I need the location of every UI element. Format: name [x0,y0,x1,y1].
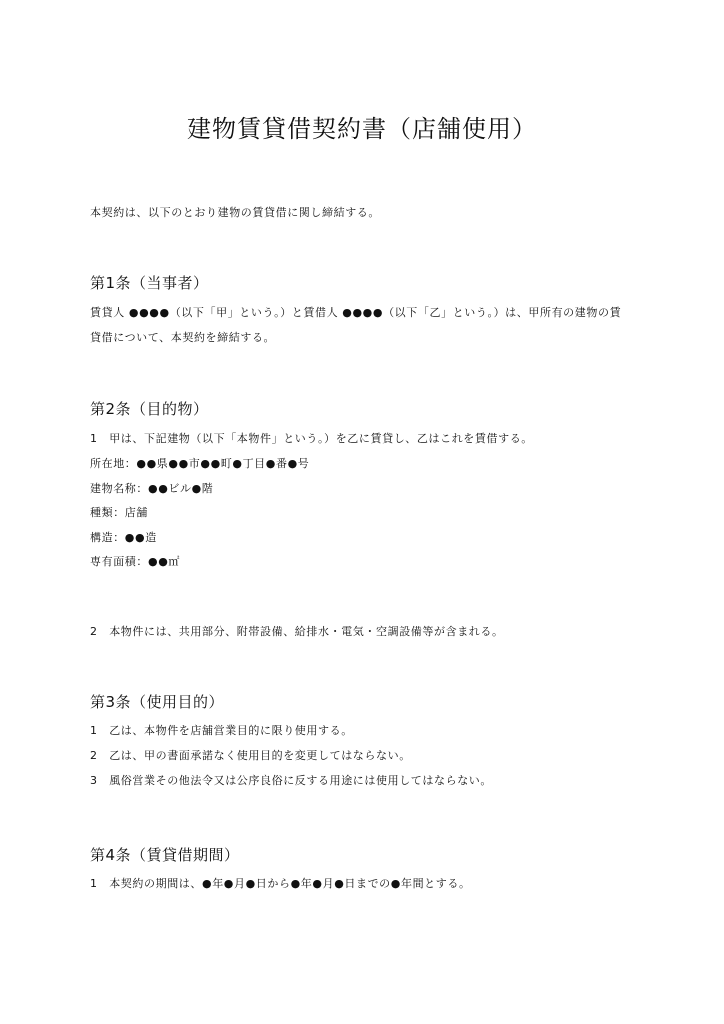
article-4-heading: 第4条（賃貸借期間） [90,846,240,864]
article-2-line: 2 本物件には、共用部分、附帯設備、給排水・電気・空調設備等が含まれる。 [90,625,504,638]
article-2-structure: 構造：●●造 [90,531,157,544]
article-4-line: 1 本契約の期間は、●年●月●日から●年●月●日までの●年間とする。 [90,877,471,890]
article-1-line: 貸借について、本契約を締結する。 [90,331,276,344]
article-3-line: 3 風俗営業その他法令又は公序良俗に反する用途には使用してはならない。 [90,774,492,787]
article-2-line: 1 甲は、下記建物（以下「本物件」という。）を乙に賃貸し、乙はこれを賃借する。 [90,432,533,445]
intro-paragraph: 本契約は、以下のとおり建物の賃貸借に関し締結する。 [90,206,380,219]
article-2-address: 所在地：●●県●●市●●町●丁目●番●号 [90,457,310,470]
article-3-line: 1 乙は、本物件を店舗営業目的に限り使用する。 [90,724,353,737]
article-1-line: 賃貸人 ●●●●（以下「甲」という。）と賃借人 ●●●●（以下「乙」という。）は、甲所有の建物の賃 [90,306,622,319]
document-title: 建物賃貸借契約書（店舗使用） [187,115,537,143]
article-2-heading: 第2条（目的物） [90,400,209,418]
article-3-heading: 第3条（使用目的） [90,693,225,711]
article-1-heading: 第1条（当事者） [90,274,209,292]
article-2-building-name: 建物名称：●●ビル●階 [90,482,214,495]
article-2-area: 専有面積：●●㎡ [90,555,180,568]
article-3-line: 2 乙は、甲の書面承諾なく使用目的を変更してはならない。 [90,749,411,762]
article-2-type: 種類：店舗 [90,506,148,519]
